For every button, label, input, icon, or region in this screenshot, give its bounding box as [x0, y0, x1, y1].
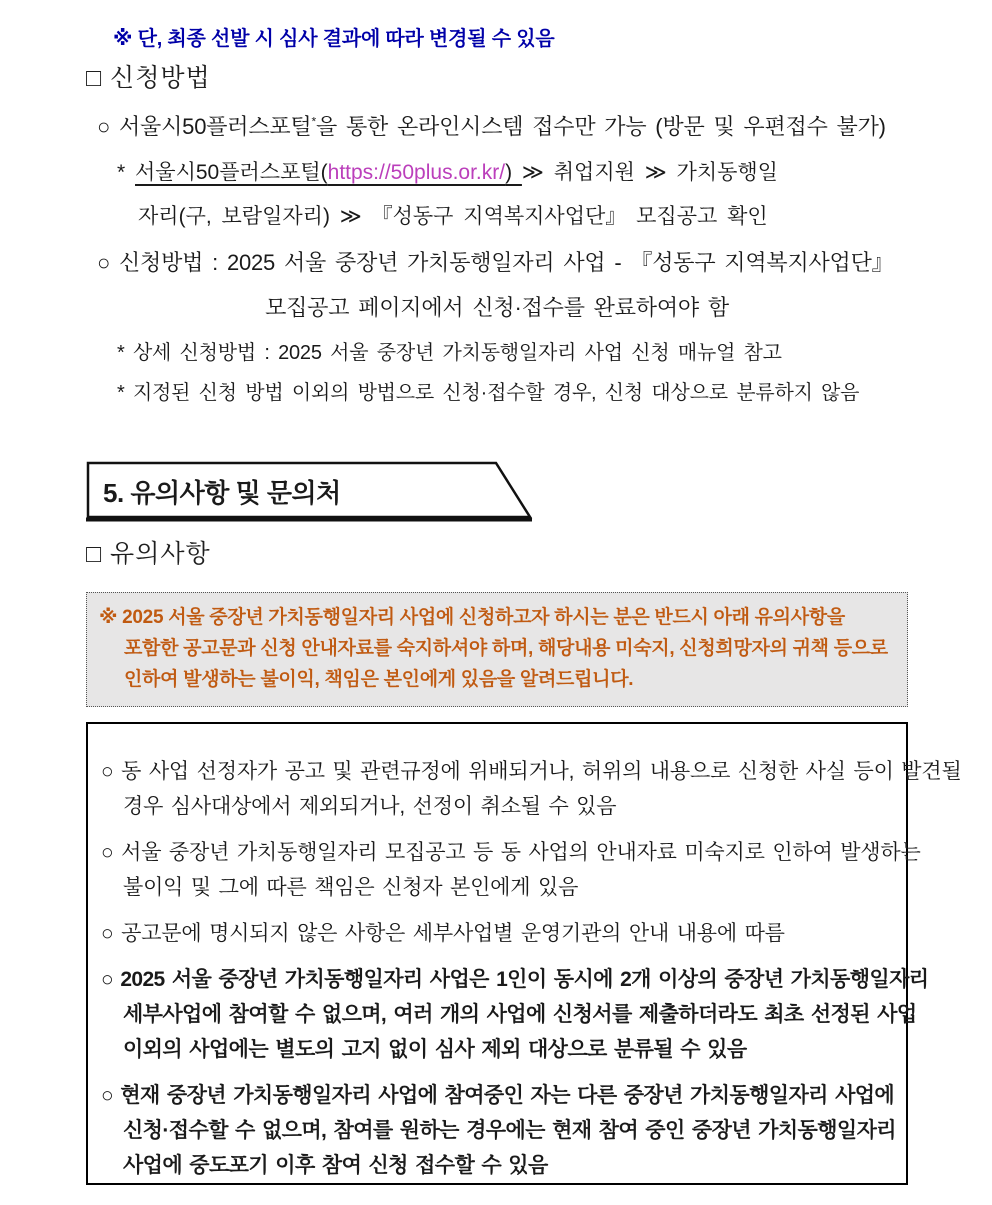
apply-note-detail: * 상세 신청방법 : 2025 서울 중장년 가치동행일자리 사업 신청 매뉴얼 참고	[117, 342, 782, 364]
notice-item-line: ○ 동 사업 선정자가 공고 및 관련규정에 위배되거나, 허위의 내용으로 신청한 사실 등이 발견될	[101, 760, 962, 783]
notice-item-line: ○ 현재 중장년 가치동행일자리 사업에 참여중인 자는 다른 중장년 가치동행일자리 사업에	[101, 1084, 895, 1107]
notice-item-line: 세부사업에 참여할 수 없으며, 여러 개의 사업에 신청서를 제출하더라도 최초 선정된 사업	[123, 1003, 917, 1026]
portal-link-group	[135, 161, 522, 184]
portal-path-line	[117, 156, 778, 186]
notice-item-line: 사업에 중도포기 이후 참여 신청 접수할 수 있음	[123, 1154, 548, 1177]
apply-note-restriction: * 지정된 신청 방법 이외의 방법으로 신청·접수할 경우, 신청 대상으로 분류하지 않음	[117, 382, 860, 404]
section5-banner	[86, 460, 533, 524]
apply-method-line: ○ 신청방법 : 2025 서울 중장년 가치동행일자리 사업 - 『성동구 지역복지사업단』	[97, 250, 894, 275]
portal-line-rest: 을 통한 온라인시스템 접수만 가능 (방문 및 우편접수 불가)	[316, 114, 886, 139]
portal-path-cont-line: 자리(구, 보람일자리) ≫ 『성동구 지역복지사업단』 모집공고 확인	[138, 205, 768, 228]
notice-item	[101, 962, 929, 1067]
notice-item	[101, 835, 921, 905]
apply-method-heading: □ 신청방법	[86, 64, 211, 92]
notice-item-line: 불이익 및 그에 따른 책임은 신청자 본인에게 있음	[123, 876, 579, 899]
notice-item	[101, 1078, 898, 1183]
footnote-asterisk: *	[311, 114, 317, 129]
notice-item-line: 이외의 사업에는 별도의 고지 없이 심사 제외 대상으로 분류될 수 있음	[123, 1038, 747, 1061]
notice-item-line: 경우 심사대상에서 제외되거나, 선정이 취소될 수 있음	[123, 795, 617, 818]
apply-method-line2: 모집공고 페이지에서 신청·접수를 완료하여야 함	[265, 295, 729, 320]
warning-line: ※ 2025 서울 중장년 가치동행일자리 사업에 신청하고자 하시는 분은 반드시 아래 유의사항을	[99, 607, 845, 628]
notice-item	[101, 916, 898, 951]
notice-item-line: ○ 2025 서울 중장년 가치동행일자리 사업은 1인이 동시에 2개 이상의 중장년 가치동행일자리	[101, 968, 929, 991]
portal-link-label: 서울시50플러스포털(	[135, 161, 328, 184]
notice-box	[86, 722, 962, 1185]
notice-item-line: ○ 공고문에 명시되지 않은 사항은 세부사업별 운영기관의 안내 내용에 따름	[101, 922, 785, 945]
path-asterisk: *	[117, 161, 136, 184]
notice-heading: □ 유의사항	[86, 540, 211, 568]
portal-name: ○ 서울시50플러스포털	[97, 114, 312, 139]
portal-link-url[interactable]: https://50plus.or.kr/	[327, 161, 506, 184]
warning-line: 인하여 발생하는 불이익, 책임은 본인에게 있음을 알려드립니다.	[124, 669, 634, 690]
section5-title: 5. 유의사항 및 문의처	[103, 478, 341, 508]
portal-online-line	[97, 110, 886, 141]
portal-link-close: )	[505, 161, 522, 184]
warning-line: 포함한 공고문과 신청 안내자료를 숙지하셔야 하며, 해당내용 미숙지, 신청희망자의 귀책 등으로	[124, 638, 888, 659]
portal-path-rest: ≫ 취업지원 ≫ 가치동행일	[521, 161, 778, 184]
notice-item	[101, 754, 962, 824]
top-conditional-note: ※ 단, 최종 선발 시 심사 결과에 따라 변경될 수 있음	[113, 28, 555, 50]
notice-item-line: 신청·접수할 수 없으며, 참여를 원하는 경우에는 현재 참여 중인 중장년 가치동행일자리	[123, 1119, 896, 1142]
notice-item-line: ○ 서울 중장년 가치동행일자리 모집공고 등 동 사업의 안내자료 미숙지로 인하여 발생하는	[101, 841, 921, 864]
warning-box	[86, 592, 908, 707]
